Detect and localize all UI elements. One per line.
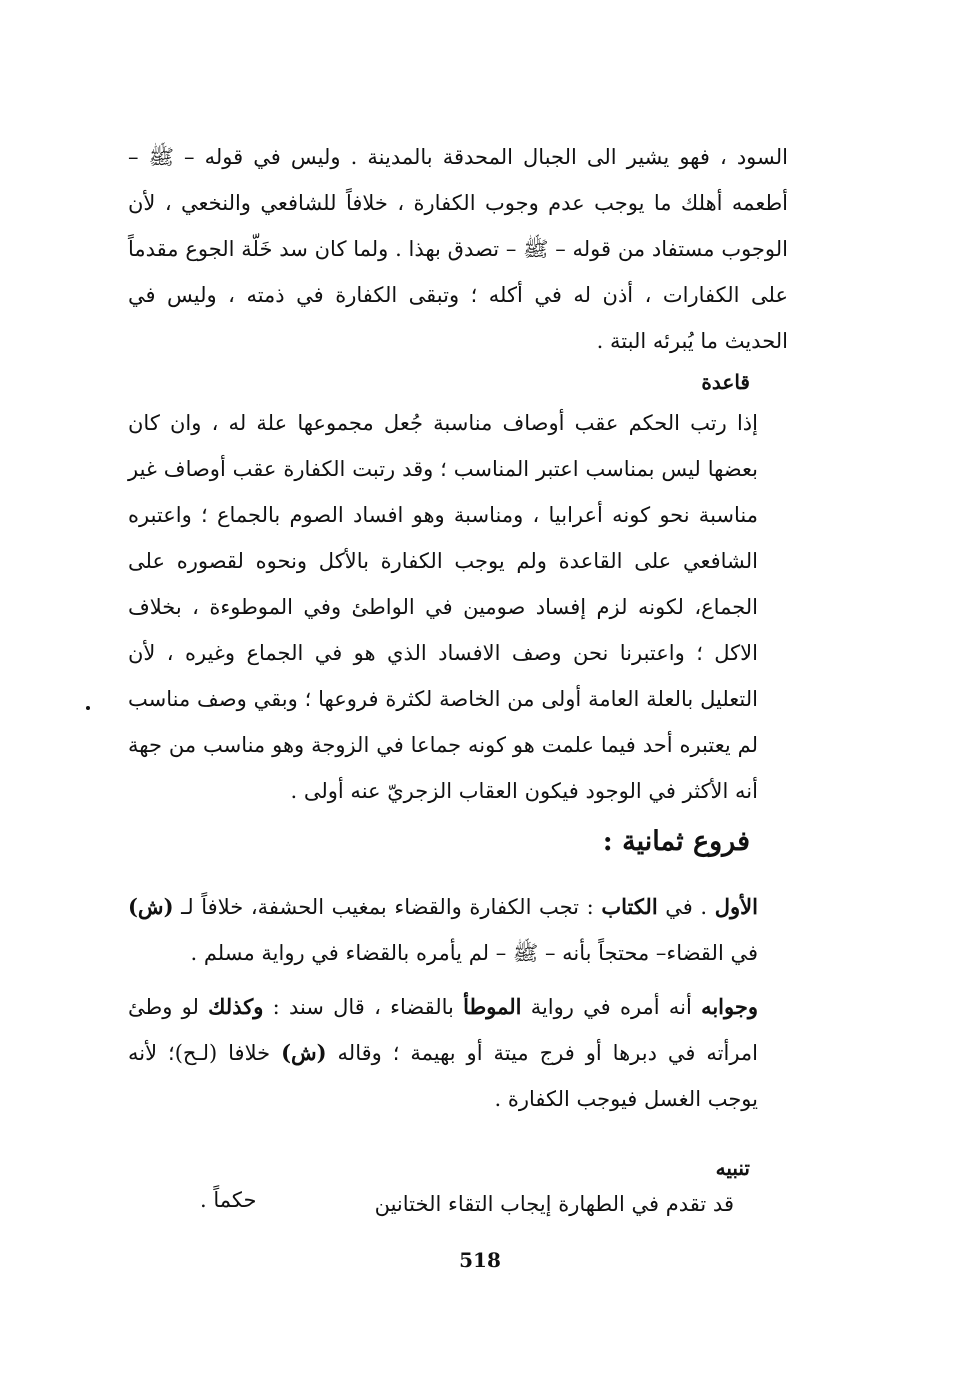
paragraph-intro (128, 134, 788, 364)
first-in: . في (665, 895, 708, 919)
qaida-heading: قاعدة (701, 370, 750, 394)
first-text: : تجب الكفارة والقضاء بمغيب الحشفة، خلافاً لـ (181, 895, 594, 919)
answer-sh-abbrev: (ش) (281, 1040, 327, 1065)
answer-text-4: خلافا (لـح)؛ لأنه يوجب الغسل فيوجب الكفارة . (128, 1041, 758, 1111)
answer-paragraph (128, 984, 788, 1122)
answer-text (128, 984, 788, 1122)
qaida-paragraph (128, 400, 788, 814)
sh-abbrev: (ش) (128, 894, 174, 919)
book-label: الكتاب (601, 894, 658, 919)
stray-mark (86, 706, 90, 710)
qaida-text: إذا رتب الحكم عقب أوصاف مناسبة جُعل مجموعها علة له ، وان كان بعضها ليس بمناسب اعتبر المناسب ؛ وقد رتبت الكفارة عقب أوصاف غير مناسبة نحو كونه أعرابيا ، ومناسبة وهو افساد الصوم بالجماع ؛ واعتبره الشافعي على القاعدة ولم يوجب الكفارة بالأكل ونحوه لقصوره على الجماع، لكونه لزم إفساد صومين في الواطئ وفي الموطوءة ، بخلاف الاكل ؛ واعتبرنا نحن وصف الافساد الذي هو في الجماع وغيره ، لأن التعليل بالعلة العامة أولى من الخاصة لكثرة فروعها ؛ وبقي وصف مناسب لم يعتبره أحد فيما علمت هو كونه جماعا في الزوجة وهو مناسب من جهة أنه الأكثر في الوجود فيكون العقاب الزجريّ عنه أولى . (128, 411, 758, 803)
muwatta-label: الموطأ (463, 994, 522, 1019)
furu-first-text (128, 884, 788, 976)
first-label: الأول (714, 894, 758, 919)
tanbih-heading: تنبيه (715, 1156, 750, 1180)
paragraph-intro-text: السود ، فهو يشير الى الجبال المحدقة بالمدينة . وليس في قوله – ﷺ – أطعمه أهلك ما يوجب عدم وجوب الكفارة ، خلافاً للشافعي والنخعي ، لأن الوجوب مستفاد من قوله – ﷺ – تصدق بهذا . ولما كان سد خَلّة الجوع مقدماً على الكفارات ، أذن له في أكله ؛ وتبقى الكفارة في ذمته ، وليس في الحديث ما يُبرئه البتة . (128, 145, 788, 353)
answer-text-3: لو وطئ امرأته في دبرها أو فرج ميتة أو بهيمة ؛ وقاله (128, 995, 758, 1065)
kadhalik-label: وكذلك (208, 994, 264, 1019)
answer-text-1: أنه أمره في رواية (530, 995, 692, 1019)
furu-heading: فروع ثمانية : (602, 826, 750, 857)
first-text-2: في القضاء– محتجاً بأنه – ﷺ – لم يأمره بالقضاء في رواية مسلم . (190, 941, 758, 965)
tanbih-text-left: حكماً . (200, 1188, 257, 1212)
furu-first-paragraph (128, 884, 788, 976)
answer-label: وجوابه (701, 994, 758, 1019)
page-number: 518 (459, 1248, 501, 1272)
tanbih-text-right: قد تقدم في الطهارة إيجاب التقاء الختانين (374, 1192, 734, 1216)
answer-text-2: بالقضاء ، قال سند : (272, 995, 454, 1019)
